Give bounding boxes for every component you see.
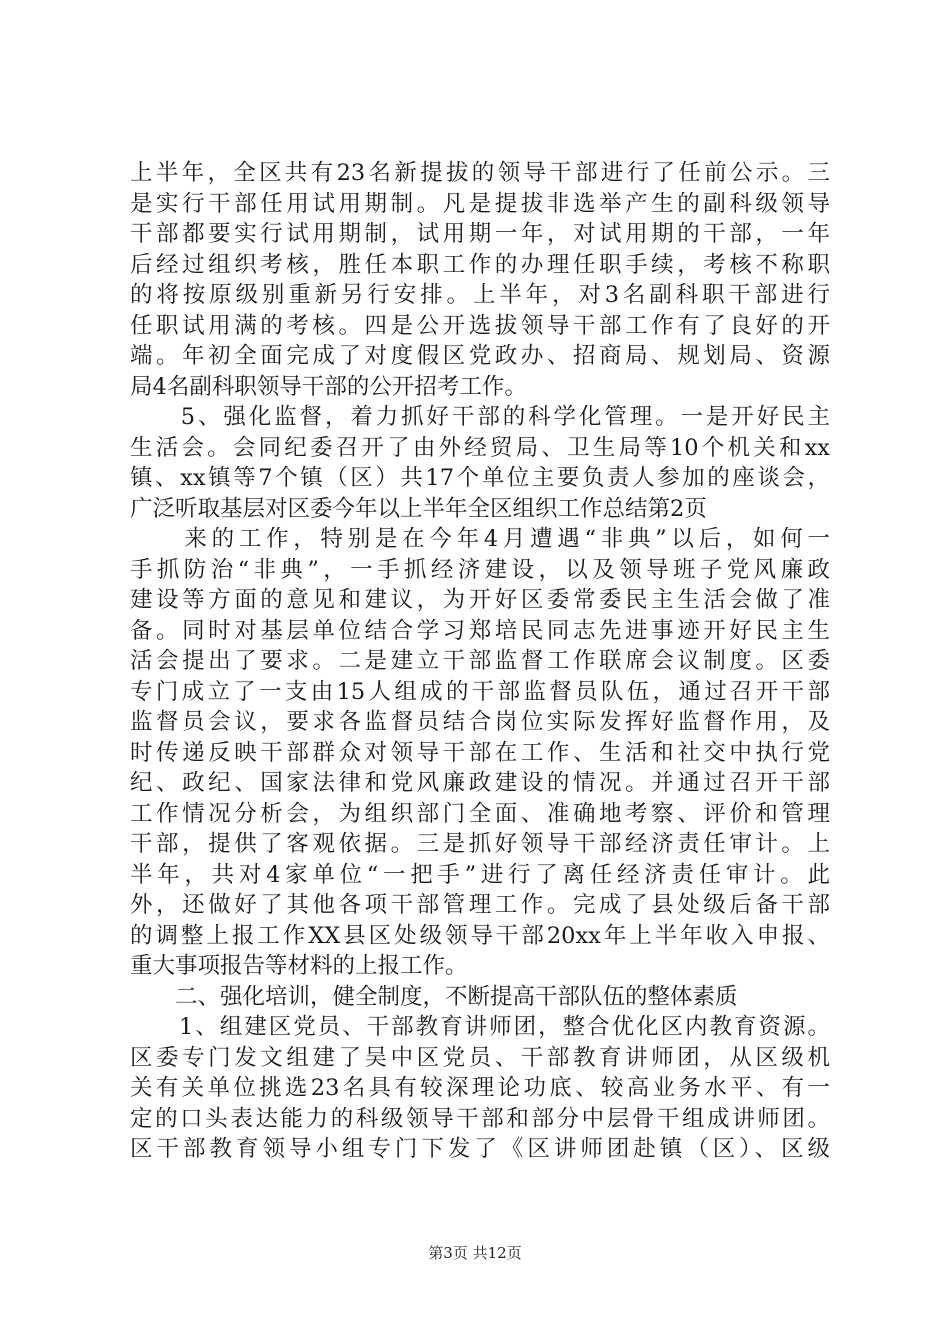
text-line: 生活会。会同纪委召开了由外经贸局、卫生局等10个机关和xx: [130, 434, 830, 461]
text-line: 1、组建区党员、干部教育讲师团，整合优化区内教育资源。: [130, 1014, 830, 1040]
text-line: 关有关单位挑选23名具有较深理论功底、较高业务水平、有一: [130, 1075, 830, 1101]
text-line: 端。年初全面完成了对度假区党政办、招商局、规划局、资源: [130, 343, 830, 369]
text-line: 工作情况分析会，为组织部门全面、准确地考察、评价和管理: [130, 800, 830, 827]
text-line: 来的工作，特别是在今年4月遭遇“非典”以后，如何一: [130, 526, 830, 552]
text-line: 纪、政纪、国家法律和党风廉政建设的情况。并通过召开干部: [130, 770, 830, 796]
document-body: [130, 158, 830, 1165]
text-line: 5、强化监督，着力抓好干部的科学化管理。一是开好民主: [130, 404, 830, 430]
text-line: 的将按原级别重新另行安排。上半年，对3名副科职干部进行: [130, 282, 830, 308]
text-line: 广泛听取基层对区委今年以上半年全区组织工作总结第2页: [130, 495, 707, 522]
text-line: 干部，提供了客观依据。三是抓好领导干部经济责任审计。上: [130, 831, 830, 857]
text-line: 监督员会议，要求各监督员结合岗位实际发挥好监督作用，及: [130, 709, 830, 735]
text-line: 镇、xx镇等7个镇（区）共17个单位主要负责人参加的座谈会，: [130, 465, 830, 491]
text-line: 活会提出了要求。二是建立干部监督工作联席会议制度。区委: [130, 648, 830, 674]
text-line: 时传递反映干部群众对领导干部在工作、生活和社交中执行党: [130, 739, 830, 766]
text-line: 后经过组织考核，胜任本职工作的办理任职手续，考核不称职: [130, 251, 830, 278]
text-line: 是实行干部任用试用期制。凡是提拔非选举产生的副科级领导: [130, 190, 830, 217]
text-line: 手抓防治“非典”，一手抓经济建设，以及领导班子党风廉政: [130, 556, 830, 583]
text-line: 局4名副科职领导干部的公开招考工作。: [130, 373, 527, 400]
text-line: 外，还做好了其他各项干部管理工作。完成了县处级后备干部: [130, 892, 830, 918]
text-line: 区委专门发文组建了吴中区党员、干部教育讲师团，从区级机: [130, 1044, 830, 1071]
text-line: 定的口头表达能力的科级领导干部和部分中层骨干组成讲师团。: [130, 1105, 830, 1132]
text-line: 二、强化培训，健全制度，不断提高干部队伍的整体素质: [130, 983, 738, 1010]
text-line: 专门成立了一支由15人组成的干部监督员队伍，通过召开干部: [130, 678, 830, 705]
text-line: 干部都要实行试用期制，试用期一年，对试用期的干部，一年: [130, 221, 830, 247]
text-line: 区干部教育领导小组专门下发了《区讲师团赴镇（区）、区级: [130, 1136, 830, 1162]
text-line: 上半年，全区共有23名新提拔的领导干部进行了任前公示。三: [130, 160, 830, 186]
text-line: 备。同时对基层单位结合学习郑培民同志先进事迹开好民主生: [130, 617, 830, 644]
page-footer: 第3页 共12页: [428, 1244, 522, 1262]
text-line: 重大事项报告等材料的上报工作。: [130, 953, 468, 979]
text-line: 的调整上报工作XX县区处级领导干部20xx年上半年收入申报、: [130, 922, 830, 949]
text-line: 任职试用满的考核。四是公开选拔领导干部工作有了良好的开: [130, 312, 830, 339]
text-line: 半年，共对4家单位“一把手”进行了离任经济责任审计。此: [130, 861, 830, 888]
text-line: 建设等方面的意见和建议，为开好区委常委民主生活会做了准: [130, 587, 830, 613]
